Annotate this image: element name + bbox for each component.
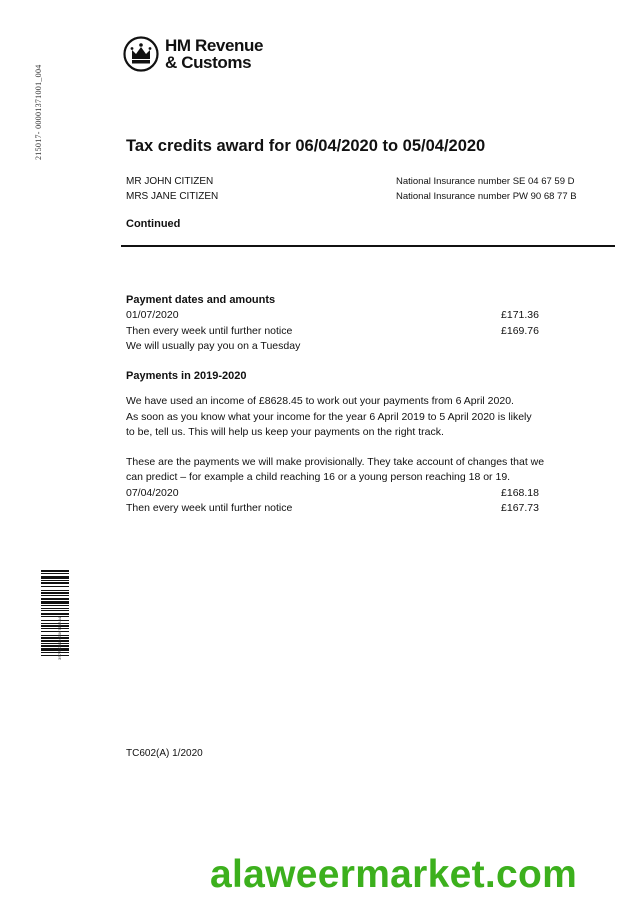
ni-numbers [396, 174, 577, 204]
paragraph-line: These are the payments we will make provisionally. They take account of changes that we [126, 456, 545, 469]
payment-dates-section [126, 293, 539, 354]
form-reference: TC602(A) 1/2020 [126, 748, 203, 759]
payment-date: 01/07/2020 [126, 309, 179, 322]
section-heading: Payment dates and amounts [126, 294, 276, 306]
side-reference: 215017- 00001371001_004 [34, 64, 43, 160]
payment-row [126, 324, 539, 339]
crown-crest-icon [123, 36, 159, 72]
payment-amount: £171.36 [501, 309, 539, 322]
hmrc-logo [123, 36, 263, 72]
paragraph-line: As soon as you know what your income for the year 6 April 2019 to 5 April 2020 is likely [126, 410, 532, 423]
ni-number: National Insurance number SE 04 67 59 D [396, 176, 575, 187]
logo-line-1: HM Revenue [165, 36, 264, 55]
section-heading: Payments in 2019-2020 [126, 370, 247, 382]
payment-row [126, 486, 539, 501]
logo-wordmark [165, 37, 263, 71]
paragraph-line: can predict – for example a child reaching 16 or a young person reaching 18 or 19. [126, 471, 511, 484]
payment-date: Then every week until further notice [126, 502, 293, 515]
payment-row [126, 501, 539, 516]
payment-note: We will usually pay you on a Tuesday [126, 339, 301, 352]
payment-date: Then every week until further notice [126, 324, 293, 337]
payment-amount: £167.73 [501, 502, 539, 515]
ni-number: National Insurance number PW 90 68 77 B [396, 191, 577, 202]
page-title: Tax credits award for 06/04/2020 to 05/04/2020 [126, 137, 486, 155]
payment-row [126, 308, 539, 323]
watermark-text: alaweermarket.com [210, 853, 578, 896]
payment-amount: £169.76 [501, 324, 539, 337]
barcode-stripe [41, 656, 69, 658]
payment-date: 07/04/2020 [126, 486, 179, 499]
claimant-names [126, 174, 218, 204]
claimant-name: MRS JANE CITIZEN [126, 191, 219, 202]
continued-label: Continued [126, 218, 181, 230]
section-divider [121, 245, 615, 247]
paragraph-line: to be, tell us. This will help us keep your payments on the right track. [126, 425, 444, 438]
logo-line-2: & Customs [165, 53, 252, 72]
claimant-name: MR JOHN CITIZEN [126, 176, 214, 187]
payments-2019-section [126, 369, 545, 516]
barcode-number: 3S77000010006710A04 [57, 616, 62, 660]
payment-amount: £168.18 [501, 486, 539, 499]
paragraph-line: We have used an income of £8628.45 to work out your payments from 6 April 2020. [126, 395, 514, 408]
barcode [41, 570, 69, 688]
